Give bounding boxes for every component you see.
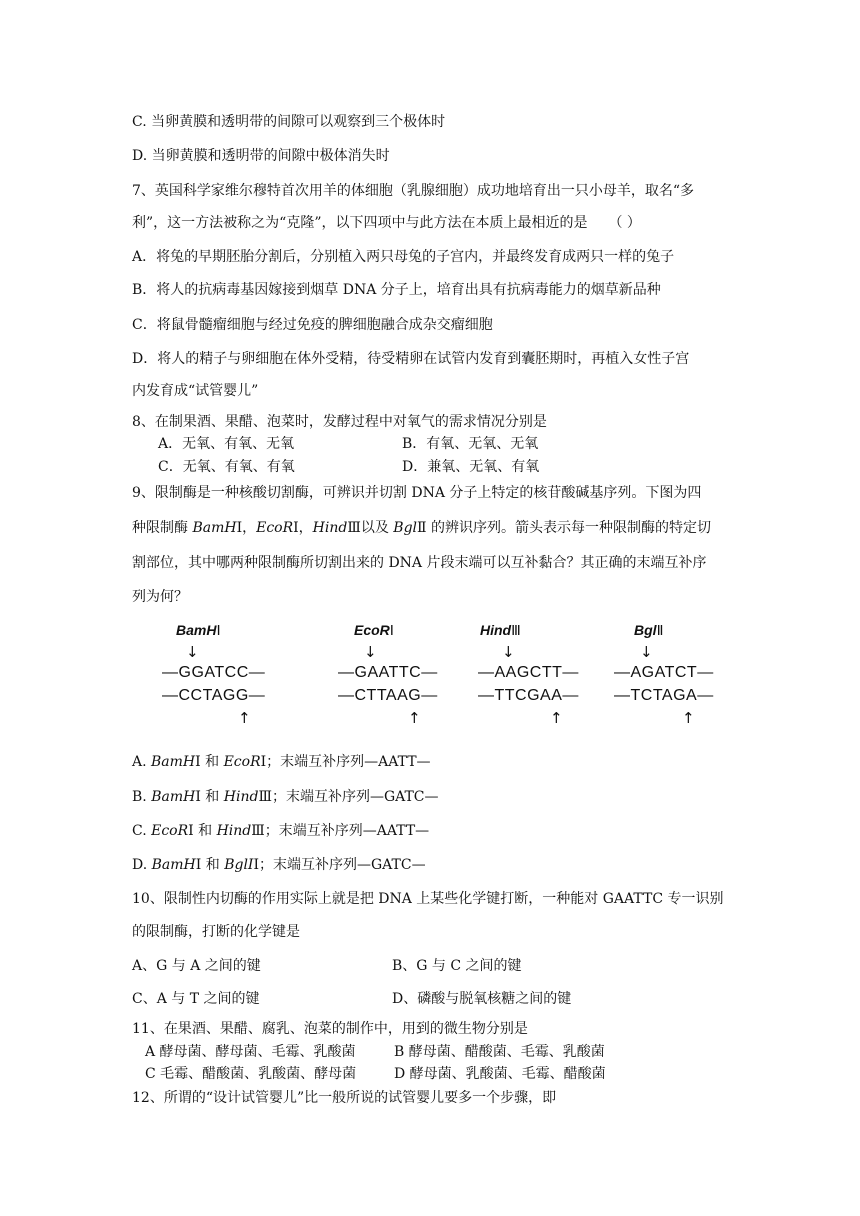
q9-option-b: B. BamHⅠ 和 HindⅢ；末端互补序列—GATC— bbox=[132, 789, 439, 805]
bottom-strand: —TTCGAA— bbox=[478, 687, 579, 704]
q6-option-c: C. 当卵黄膜和透明带的间隙可以观察到三个极体时 bbox=[132, 114, 446, 130]
q8-option-b: B．有氧、无氧、无氧 bbox=[402, 436, 539, 452]
q7-stem-line1: 7、英国科学家维尔穆特首次用羊的体细胞（乳腺细胞）成功地培育出一只小母羊，取名“多 bbox=[132, 183, 695, 199]
q10-option-c: C、A 与 T 之间的键 bbox=[132, 991, 260, 1007]
enzyme-bglii bbox=[614, 614, 744, 734]
bottom-strand: —CCTAGG— bbox=[162, 687, 266, 704]
cut-arrow-down-icon: ↓ bbox=[186, 643, 199, 661]
enzyme-name: BglⅡ bbox=[634, 622, 664, 638]
q10-option-a: A、G 与 A 之间的键 bbox=[132, 958, 261, 974]
enzyme-name: HindⅢ bbox=[480, 622, 521, 638]
top-strand: —AGATCT— bbox=[614, 664, 714, 681]
q9-stem-line3: 割部位，其中哪两种限制酶所切割出来的 DNA 片段末端可以互补黏合？其正确的末端互补序 bbox=[132, 555, 707, 571]
q11-option-b: B 酵母菌、醋酸菌、毛霉、乳酸菌 bbox=[394, 1044, 605, 1060]
enzyme-bamhi bbox=[162, 614, 302, 734]
cut-arrow-up-icon: ↑ bbox=[408, 709, 421, 727]
q8-stem: 8、在制果酒、果醋、泡菜时，发酵过程中对氧气的需求情况分别是 bbox=[132, 414, 547, 430]
q7-option-a: A．将兔的早期胚胎分割后，分别植入两只母兔的子宫内，并最终发育成两只一样的兔子 bbox=[132, 249, 675, 265]
q7-option-b: B．将人的抗病毒基因嫁接到烟草 DNA 分子上，培育出具有抗病毒能力的烟草新品种 bbox=[132, 282, 661, 298]
q8-option-a: A．无氧、有氧、无氧 bbox=[158, 436, 295, 452]
q10-option-b: B、G 与 C 之间的键 bbox=[392, 958, 522, 974]
enzyme-name: EcoRⅠ bbox=[354, 622, 394, 638]
q11-stem: 11、在果酒、果醋、腐乳、泡菜的制作中，用到的微生物分别是 bbox=[132, 1021, 528, 1037]
top-strand: —AAGCTT— bbox=[478, 664, 579, 681]
q11-option-d: D 酵母菌、乳酸菌、毛霉、醋酸菌 bbox=[394, 1066, 606, 1082]
q9-stem-line2: 种限制酶 BamHⅠ，EcoRⅠ，HindⅢ以及 BglⅡ 的辨识序列。箭头表示每一种限制酶的特定切 bbox=[132, 520, 711, 536]
cut-arrow-down-icon: ↓ bbox=[640, 643, 653, 661]
cut-arrow-down-icon: ↓ bbox=[364, 643, 377, 661]
q9-option-d: D. BamHⅠ 和 BglIⅠ；末端互补序列—GATC— bbox=[132, 857, 426, 873]
top-strand: —GGATCC— bbox=[162, 664, 266, 681]
q9-stem-line4: 列为何？ bbox=[132, 589, 188, 605]
q6-option-d: D. 当卵黄膜和透明带的间隙中极体消失时 bbox=[132, 148, 390, 164]
q9-option-a: A. BamHⅠ 和 EcoRⅠ；末端互补序列—AATT— bbox=[132, 754, 431, 770]
q11-option-a: A 酵母菌、酵母菌、毛霉、乳酸菌 bbox=[145, 1044, 356, 1060]
cut-arrow-down-icon: ↓ bbox=[502, 643, 515, 661]
enzyme-name: BamHⅠ bbox=[176, 622, 221, 638]
cut-arrow-up-icon: ↑ bbox=[550, 709, 563, 727]
q11-option-c: C 毛霉、醋酸菌、乳酸菌、酵母菌 bbox=[145, 1066, 357, 1082]
q7-stem-line2: 利”，这一方法被称之为“克隆”，以下四项中与此方法在本质上最相近的是 （ ） bbox=[132, 215, 641, 231]
enzyme-hindiii bbox=[478, 614, 608, 734]
q9-stem-line1: 9、限制酶是一种核酸切割酶，可辨识并切割 DNA 分子上特定的核苷酸碱基序列。下图为四 bbox=[132, 485, 702, 501]
q10-option-d: D、磷酸与脱氧核糖之间的键 bbox=[392, 991, 572, 1007]
q10-stem-line2: 的限制酶，打断的化学键是 bbox=[132, 924, 300, 940]
top-strand: —GAATTC— bbox=[338, 664, 438, 681]
cut-arrow-up-icon: ↑ bbox=[238, 709, 251, 727]
cut-arrow-up-icon: ↑ bbox=[682, 709, 695, 727]
q9-option-c: C. EcoRⅠ 和 HindⅢ；末端互补序列—AATT— bbox=[132, 823, 430, 839]
bottom-strand: —CTTAAG— bbox=[338, 687, 438, 704]
q10-stem-line1: 10、限制性内切酶的作用实际上就是把 DNA 上某些化学键打断，一种能对 GAATTC 专一识别 bbox=[132, 891, 724, 907]
q7-option-d-line2: 内发育成“试管婴儿” bbox=[132, 383, 259, 399]
q12-stem: 12、所谓的“设计试管婴儿”比一般所说的试管婴儿要多一个步骤，即 bbox=[132, 1090, 557, 1106]
enzyme-ecori bbox=[338, 614, 478, 734]
q8-option-d: D．兼氧、无氧、有氧 bbox=[402, 459, 540, 475]
q7-option-c: C．将鼠骨髓瘤细胞与经过免疫的脾细胞融合成杂交瘤细胞 bbox=[132, 317, 493, 333]
q8-option-c: C．无氧、有氧、有氧 bbox=[158, 459, 295, 475]
q7-option-d-line1: D．将人的精子与卵细胞在体外受精，待受精卵在试管内发育到囊胚期时，再植入女性子宫 bbox=[132, 351, 690, 367]
bottom-strand: —TCTAGA— bbox=[614, 687, 714, 704]
